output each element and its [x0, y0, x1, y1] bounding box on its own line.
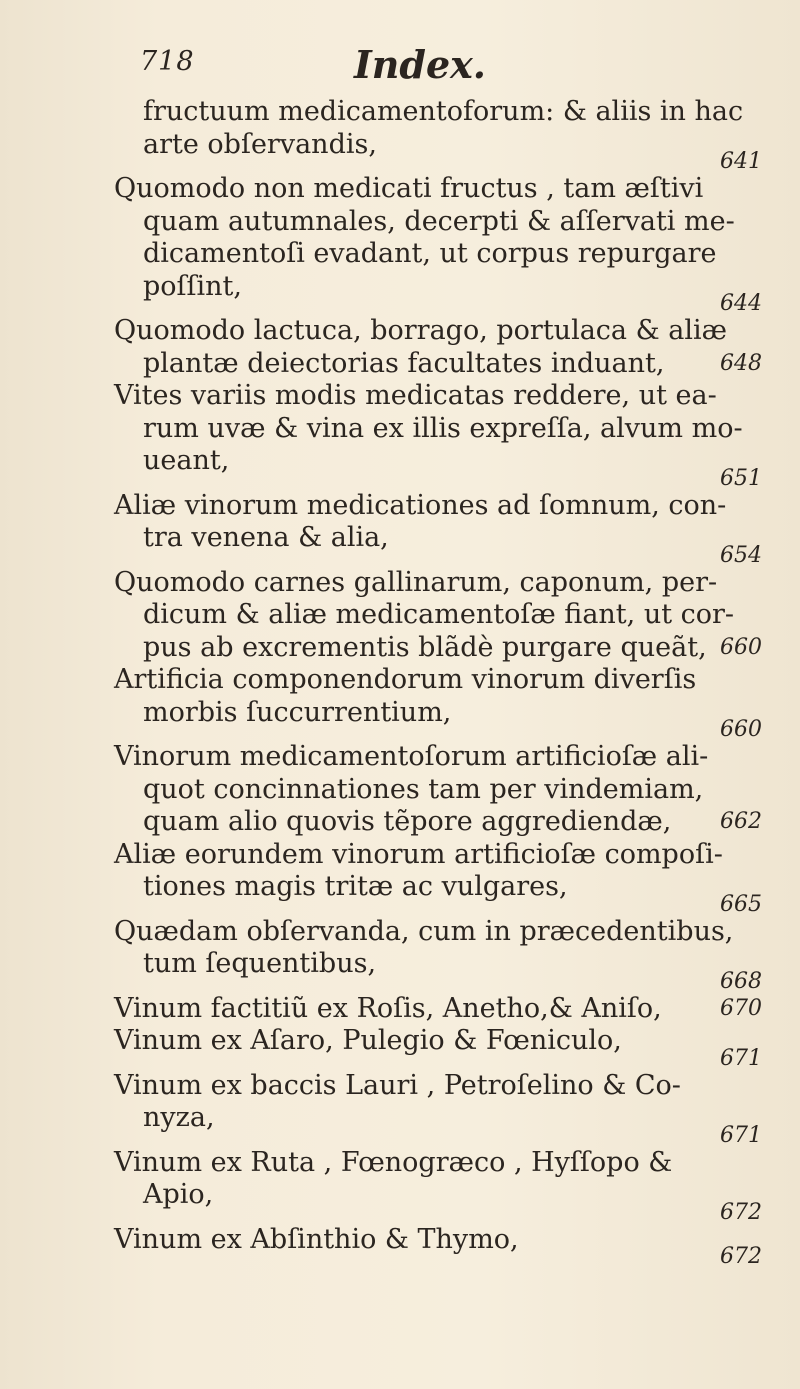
page-reference-line [0, 542, 800, 568]
entry-text: poſſint, [143, 270, 242, 302]
entry-text: quot concinnationes tam per vindemiam, [143, 773, 704, 805]
page-reference-line [0, 1045, 800, 1071]
page-reference: 648 [720, 350, 762, 376]
entry-text: morbis ſuccurrentium, [143, 696, 452, 728]
page-reference-line [0, 719, 800, 741]
entry-title-line [0, 741, 800, 774]
page-reference: 660 [720, 634, 762, 660]
entry-text: quam autumnales, decerpti & aſſervati me- [143, 205, 735, 237]
entry-text: Aliæ vinorum medicationes ad ſomnum, con- [114, 489, 727, 521]
index-entry [0, 916, 800, 993]
index-entry [0, 741, 800, 839]
entry-text: Quomodo non medicati fructus , tam æſtivi [114, 173, 704, 204]
page-reference: 672 [720, 1199, 762, 1225]
entry-title-line [0, 993, 800, 1026]
page-reference-line [0, 891, 800, 917]
index-entry [0, 1070, 800, 1147]
index-entry [0, 173, 800, 315]
page-reference: 641 [720, 149, 762, 174]
entry-continuation-line [0, 599, 800, 632]
page-reference: 660 [720, 717, 762, 742]
entry-continuation-line [0, 806, 800, 839]
entry-title-line [0, 664, 800, 697]
page-reference-line [0, 151, 800, 173]
entry-text: dicamentoſi evadant, ut corpus repurgare [143, 238, 717, 269]
entry-text: Vinum ex Ruta , Fœnogræco , Hyſſopo & [114, 1146, 673, 1178]
page-reference: 654 [720, 542, 762, 568]
entry-continuation-line [0, 206, 800, 239]
index-entry [0, 839, 800, 916]
entry-text: rum uvæ & vina ex illis expreſſa, alvum mo- [143, 412, 743, 444]
entry-title-line [0, 490, 800, 523]
entry-text: Aliæ eorundem vinorum artificioſæ compoſi- [114, 838, 723, 870]
index-entry [0, 1147, 800, 1224]
entry-text: Artificia componendorum vinorum diverſis [114, 664, 697, 695]
index-entry [0, 1025, 800, 1070]
entry-title-line [0, 1070, 800, 1103]
entry-text: dicum & aliæ medicamentoſæ fiant, ut cor- [143, 599, 735, 630]
index-entry [0, 96, 800, 173]
entry-continuation-line [0, 238, 800, 271]
index-entries [0, 96, 800, 1268]
index-entry [0, 490, 800, 567]
page-reference: 671 [720, 1122, 762, 1148]
entry-text: ueant, [143, 445, 230, 476]
page-reference: 651 [720, 465, 762, 491]
page-reference: 644 [720, 291, 762, 316]
entry-text: Vinorum medicamentoſorum artificioſæ ali- [114, 741, 709, 772]
entry-title-line [0, 380, 800, 413]
page-number: 718 [140, 46, 195, 77]
entry-text: Vinum factitiũ ex Roſis, Anetho,& Aniſo, [114, 992, 662, 1024]
entry-title-line [0, 1147, 800, 1180]
page-reference: 671 [720, 1045, 762, 1071]
entry-text: tra venena & alia, [143, 522, 389, 553]
entry-text: Quomodo carnes gallinarum, caponum, per- [114, 566, 718, 598]
entry-title-line [0, 567, 800, 600]
page-reference: 672 [720, 1244, 762, 1269]
entry-text: Vinum ex Abſinthio & Thymo, [114, 1223, 519, 1255]
entry-text: Quomodo lactuca, borrago, portulaca & aliæ [114, 315, 727, 346]
entry-text: fructuum medicamentoforum: & aliis in hac [143, 96, 744, 127]
entry-text: tiones magis tritæ ac vulgares, [143, 871, 568, 902]
entry-text: plantæ deiectorias facultates induant, [143, 347, 665, 379]
index-entry [0, 1224, 800, 1269]
entry-text: Quædam obſervanda, cum in præcedentibus, [114, 915, 734, 947]
page-reference: 665 [720, 891, 762, 917]
entry-text: Vites variis modis medicatas reddere, ut ea- [114, 380, 717, 411]
page-reference-line [0, 1122, 800, 1148]
page-reference-line [0, 293, 800, 315]
running-head: Index. [353, 42, 487, 87]
page-reference: 662 [720, 809, 762, 834]
entry-title-line [0, 839, 800, 872]
entry-text: nyza, [143, 1102, 215, 1133]
entry-text: Vinum ex baccis Lauri , Petroſelino & Co- [114, 1069, 681, 1101]
entry-text: Vinum ex Aſaro, Pulegio & Fœniculo, [114, 1025, 622, 1056]
entry-title-line [0, 916, 800, 949]
entry-text: arte obſervandis, [143, 128, 377, 160]
page-header [0, 42, 800, 90]
index-entry [0, 664, 800, 741]
entry-text: quam alio quovis tẽpore aggrediendæ, [143, 806, 672, 837]
entry-title-line [0, 173, 800, 206]
page-reference: 670 [720, 995, 762, 1021]
entry-title-line [0, 315, 800, 348]
page-reference-line [0, 465, 800, 491]
index-entry [0, 993, 800, 1026]
page-reference-line [0, 968, 800, 994]
index-entry [0, 315, 800, 380]
page-reference-line [0, 1246, 800, 1268]
index-entry [0, 567, 800, 665]
page-reference: 668 [720, 968, 762, 994]
entry-continuation-line [0, 774, 800, 807]
entry-text: pus ab excrementis blãdè purgare queãt, [143, 631, 707, 663]
index-entry [0, 380, 800, 490]
entry-title-line [0, 96, 800, 129]
entry-text: Apio, [143, 1179, 214, 1210]
entry-continuation-line [0, 632, 800, 665]
entry-continuation-line [0, 348, 800, 381]
entry-continuation-line [0, 413, 800, 446]
entry-text: tum ſequentibus, [143, 948, 377, 979]
page-reference-line [0, 1199, 800, 1225]
